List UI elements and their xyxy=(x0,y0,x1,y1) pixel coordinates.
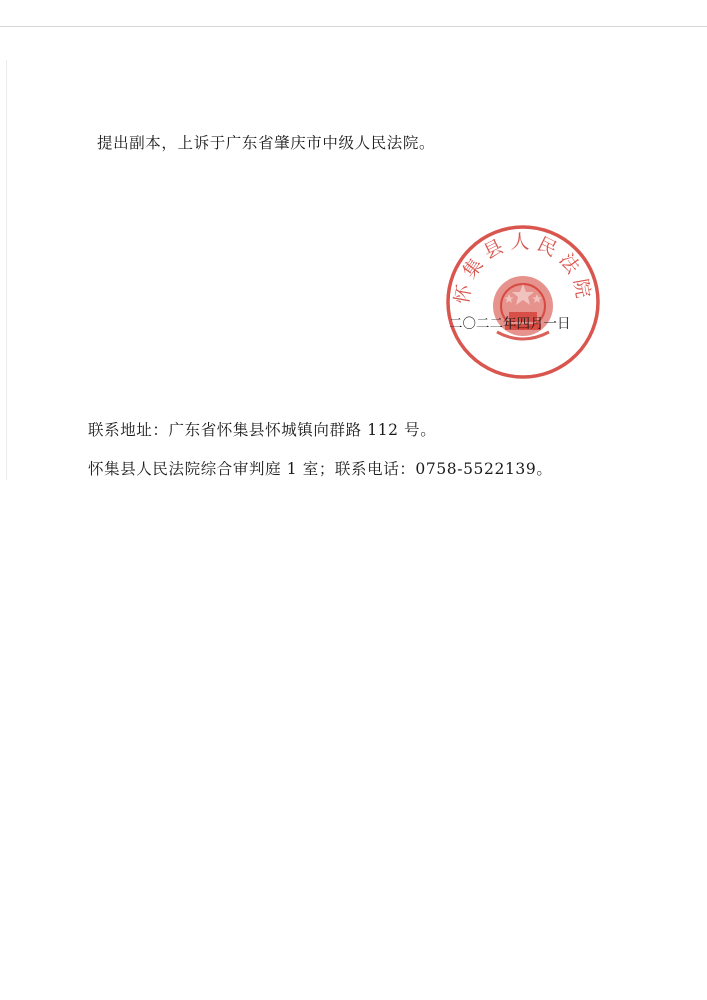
svg-text:怀集县人民法院: 怀集县人民法院 xyxy=(450,231,596,306)
court-seal-icon xyxy=(443,222,603,382)
contact-phone: 怀集县人民法院综合审判庭 1 室；联系电话：0758-5522139。 xyxy=(88,460,553,478)
scan-edge-mark xyxy=(6,60,7,480)
appeal-instruction: 提出副本，上诉于广东省肇庆市中级人民法院。 xyxy=(97,134,436,152)
issue-date: 二〇二二年四月一日 xyxy=(449,316,571,332)
page-top-edge xyxy=(0,26,707,27)
contact-address: 联系地址：广东省怀集县怀城镇向群路 112 号。 xyxy=(88,421,437,439)
